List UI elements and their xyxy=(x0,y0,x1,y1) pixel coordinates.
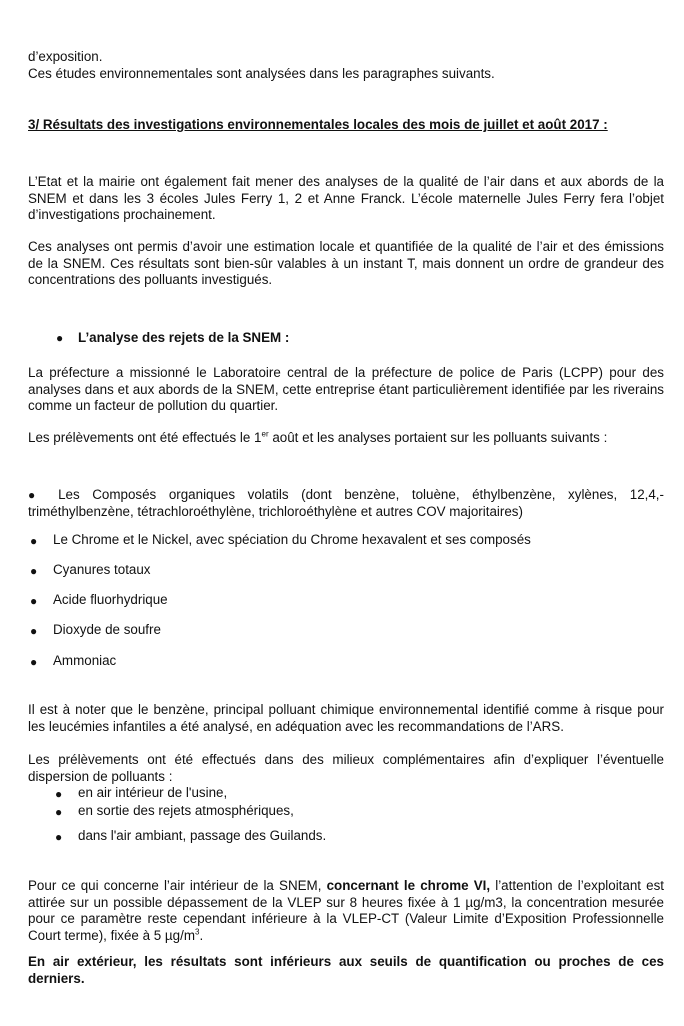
pollutant-item: Cyanures totaux xyxy=(53,562,151,577)
bullet-icon: ● xyxy=(30,534,38,548)
pollutant-item: Le Chrome et le Nickel, avec spéciation du Chrome hexavalent et ses composés xyxy=(53,532,531,547)
bullet-icon: ● xyxy=(55,805,63,819)
snem-paragraph-1: La préfecture a missionné le Laboratoire central de la préfecture de police de Paris (LCPP) pour des analyses dans et aux abords de la SNEM, cette entreprise étant particulièrement identifiée par les riverains comme un facteur de pollution du quartier. xyxy=(28,365,664,413)
snem-paragraph-5: Pour ce qui concerne l’air intérieur de la SNEM, concernant le chrome VI, l’attention de l’exploitant est attirée sur un possible dépassement de la VLEP sur 8 heures fixée à 1 µg/m3, la concentration mesurée pour ce paramètre reste cependant inférieure à la VLEP-CT (Valeur Limite d’Exposition Professionnelle Court terme), fixée à 5 $\mu g/m^3$. xyxy=(28,878,665,943)
pollutant-item: Acide fluorhydrique xyxy=(53,592,168,607)
bullet-icon: ● xyxy=(55,787,63,801)
snem-paragraph-2: Les prélèvements ont été effectués le 1er août et les analyses portaient sur les polluants suivants : xyxy=(28,429,608,445)
section-heading: 3/ Résultats des investigations environnementales locales des mois de juillet et août 2017 : xyxy=(28,117,608,132)
bullet-icon: ● xyxy=(55,830,63,844)
section-paragraph-1: L’Etat et la mairie ont également fait mener des analyses de la qualité de l’air dans et aux abords de la SNEM et dans les 3 écoles Jules Ferry 1, 2 et Anne Franck. L’école maternelle Jules Ferry fera l’objet d’investigations prochainement. xyxy=(28,174,664,222)
intro-line-2: Ces études environnementales sont analysées dans les paragraphes suivants. xyxy=(28,66,495,81)
snem-paragraph-3: Il est à noter que le benzène, principal polluant chimique environnemental identifié comme à risque pour les leucémies infantiles a été analysé, en adéquation avec les recommandations de l’ARS. xyxy=(28,702,664,734)
bullet-icon: ● xyxy=(28,488,45,502)
snem-paragraph-4: Les prélèvements ont été effectués dans des milieux complémentaires afin d’expliquer l’éventuelle dispersion de polluants : xyxy=(28,752,664,784)
bullet-icon: ● xyxy=(56,331,64,345)
bullet-icon: ● xyxy=(30,624,38,638)
intro-line-1: d’exposition. xyxy=(28,49,103,64)
bullet-icon: ● xyxy=(30,655,38,669)
media-item: dans l'air ambiant, passage des Guilands. xyxy=(78,828,327,843)
pollutant-item: ● Les Composés organiques volatils (dont benzène, toluène, éthylbenzène, xylènes, 12,4,-triméthylbenzène, tétrachloroéthylène, trichloroéthylène et autres COV majoritaires) xyxy=(28,487,664,519)
bullet-icon: ● xyxy=(30,564,38,578)
snem-subheading: L’analyse des rejets de la SNEM : xyxy=(78,330,290,345)
media-item: en air intérieur de l'usine, xyxy=(78,785,228,800)
media-item: en sortie des rejets atmosphériques, xyxy=(78,803,294,818)
bullet-icon: ● xyxy=(30,594,38,608)
pollutant-item: Dioxyde de soufre xyxy=(53,622,161,637)
conclusion-paragraph: En air extérieur, les résultats sont inférieurs aux seuils de quantification ou proches de ces derniers. xyxy=(28,954,664,986)
pollutant-item: Ammoniac xyxy=(53,653,117,668)
section-paragraph-2: Ces analyses ont permis d’avoir une estimation locale et quantifiée de la qualité de l’air et des émissions de la SNEM. Ces résultats sont bien-sûr valables à un instant T, mais donnent un ordre de grandeur des concentrations des polluants investigués. xyxy=(28,239,664,287)
